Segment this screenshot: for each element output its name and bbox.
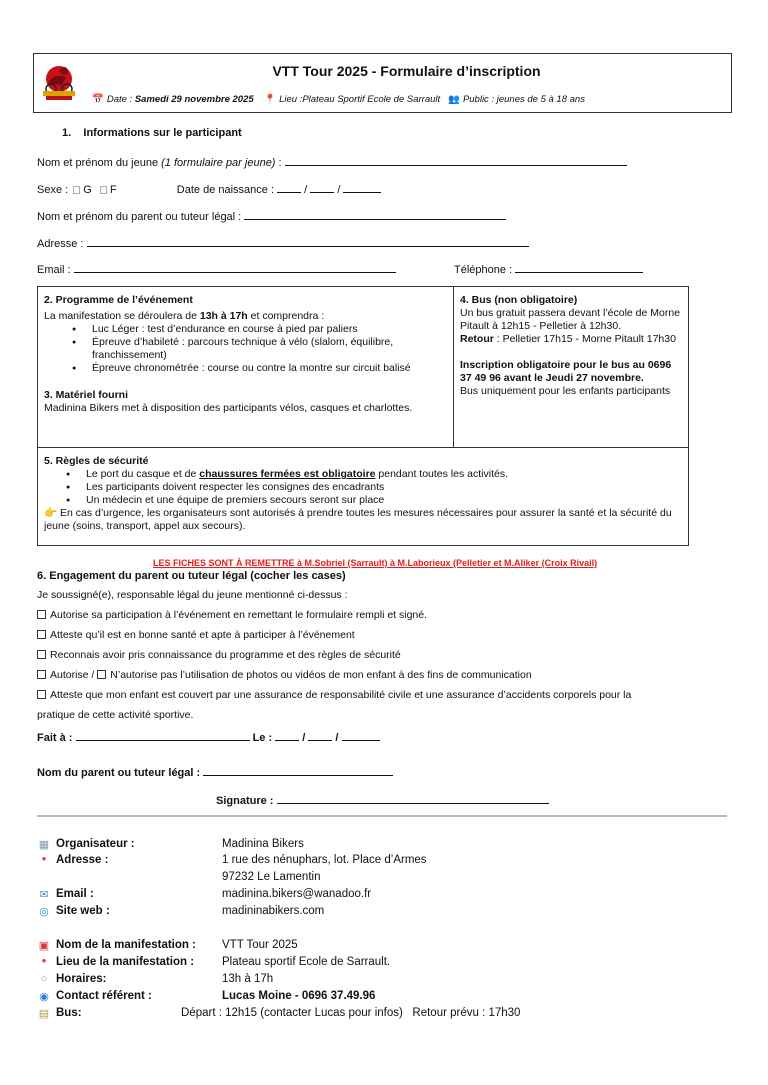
check-label: Autorise sa participation à l’événement en remettant le formulaire rempli et signé. xyxy=(50,609,428,621)
slash: / xyxy=(334,184,344,196)
pin-icon: 📍 xyxy=(264,94,277,105)
parent-name-label: Nom du parent ou tuteur légal : xyxy=(37,767,204,779)
naissance-label: Date de naissance : xyxy=(176,184,278,196)
program-box xyxy=(37,286,689,448)
section6-intro: Je soussigné(e), responsable légal du jeune mentionné ci-dessus : xyxy=(37,589,348,601)
building-icon: ▦ xyxy=(38,839,50,851)
email-link[interactable]: madinina.bikers@wanadoo.fr xyxy=(222,888,372,900)
naissance-month-field[interactable] xyxy=(310,182,334,193)
bus-inscription: Inscription obligatoire pour le bus au 0696 37 49 96 avant le Jeudi 27 novembre. xyxy=(460,359,672,384)
le-year-field[interactable] xyxy=(342,730,380,741)
program-left-column xyxy=(38,287,454,447)
contact-label: Organisateur : xyxy=(56,838,135,850)
event-label: Contact référent : xyxy=(56,990,152,1002)
program-item: ● Épreuve d’habileté : parcours technique à vélo (slalom, équilibre, franchissement) xyxy=(72,336,447,362)
calendar-icon: 📅 xyxy=(92,94,104,105)
parent-label: Nom et prénom du parent ou tuteur légal : xyxy=(37,211,245,223)
program-list xyxy=(44,323,447,375)
fait-field[interactable] xyxy=(76,730,250,741)
public-label: Public : xyxy=(462,94,497,105)
fait-label: Fait à : xyxy=(37,732,76,744)
section5-title: 5. Règles de sécurité xyxy=(44,455,149,467)
checkbox[interactable] xyxy=(37,650,46,659)
date-label: Date : xyxy=(106,94,135,105)
section1-title: 1. Informations sur le participant xyxy=(62,127,242,139)
nom-jeune-field[interactable] xyxy=(285,155,627,166)
slash: / xyxy=(332,732,342,744)
section3-text: Madinina Bikers met à disposition des participants vélos, casques et charlottes. xyxy=(44,402,413,414)
public-value: jeunes de 5 à 18 ans xyxy=(496,94,585,105)
slash: / xyxy=(299,732,309,744)
section4-title: 4. Bus (non obligatoire) xyxy=(460,294,578,306)
program-item: ● Luc Léger : test d’endurance en course à pied par paliers xyxy=(72,323,447,336)
parent-name-field[interactable] xyxy=(203,765,393,776)
pin-icon: ● xyxy=(41,854,47,863)
safety-item: ● Un médecin et une équipe de premiers secours seront sur place xyxy=(66,494,682,507)
event-label: Horaires: xyxy=(56,973,107,985)
slash: / xyxy=(301,184,311,196)
pin-icon: ● xyxy=(41,956,47,965)
check-row xyxy=(37,689,631,701)
contact-value: 97232 Le Lamentin xyxy=(222,871,321,883)
check-continuation: pratique de cette activité sportive. xyxy=(37,709,194,721)
intro-text: et comprendra : xyxy=(247,310,325,322)
sexe-g-checkbox[interactable] xyxy=(73,186,80,194)
event-value: Départ : 12h15 (contacter Lucas pour infos) Retour prévu : 17h30 xyxy=(181,1007,521,1019)
contact-label: Site web : xyxy=(56,905,110,917)
signature-label: Signature : xyxy=(216,795,277,807)
nom-jeune-row xyxy=(37,155,627,169)
section6-title: 6. Engagement du parent ou tuteur légal (cocher les cases) xyxy=(37,570,346,582)
bus-text: Un bus gratuit passera devant l’école de Morne Pitault à 12h15 - Pelletier à 12h30. xyxy=(460,307,681,332)
email-field[interactable] xyxy=(74,262,396,273)
event-label: Lieu de la manifestation : xyxy=(56,956,195,968)
urgence-text xyxy=(44,507,682,533)
document-title: VTT Tour 2025 - Formulaire d’inscription xyxy=(272,63,541,79)
checkbox[interactable] xyxy=(37,610,46,619)
nom-jeune-note: (1 formulaire par jeune) xyxy=(161,157,276,169)
adresse-row xyxy=(37,236,529,250)
email-label: Email : xyxy=(37,264,74,276)
checkbox[interactable] xyxy=(37,630,46,639)
section3-title: 3. Matériel fourni xyxy=(44,389,129,401)
event-value: Lucas Moine - 0696 37.49.96 xyxy=(222,990,376,1002)
clock-icon: ○ xyxy=(40,973,48,985)
safety-text: Le port du casque et de xyxy=(86,468,200,480)
date-value: Samedi 29 novembre 2025 xyxy=(134,94,254,105)
sexe-f-label: F xyxy=(109,184,117,196)
sexe-label: Sexe : xyxy=(37,184,72,196)
telephone-row xyxy=(454,262,643,276)
program-item: ● Épreuve chronométrée : course ou contre la montre sur circuit balisé xyxy=(72,362,447,375)
check-row xyxy=(37,669,532,681)
event-value: 13h à 17h xyxy=(222,973,274,985)
section2-intro xyxy=(44,310,447,323)
check-label: Atteste qu’il est en bonne santé et apte à participer à l’événement xyxy=(50,629,355,641)
divider xyxy=(37,815,727,817)
check-label: Autorise / xyxy=(50,669,98,681)
event-value: Plateau sportif Ecole de Sarrault. xyxy=(222,956,391,968)
bus-note: Bus uniquement pour les enfants participants xyxy=(460,385,671,397)
autorise-checkbox[interactable] xyxy=(37,670,46,679)
bus-retour xyxy=(460,333,682,346)
pointing-hand-icon: 👉 xyxy=(44,507,58,519)
parent-field[interactable] xyxy=(244,209,506,220)
section2-title: 2. Programme de l’événement xyxy=(44,294,193,306)
fait-row xyxy=(37,730,380,744)
contact-label: Email : xyxy=(56,888,94,900)
signature-field[interactable] xyxy=(277,793,549,804)
header-box xyxy=(33,53,732,113)
bus-icon: ▤ xyxy=(38,1008,50,1020)
safety-text: pendant toutes les activités. xyxy=(375,468,508,480)
calendar-icon: ▣ xyxy=(38,940,50,952)
person-icon: ◉ xyxy=(39,991,49,1003)
adresse-label: Adresse : xyxy=(37,238,87,250)
le-month-field[interactable] xyxy=(308,730,332,741)
adresse-field[interactable] xyxy=(87,236,529,247)
sexe-f-checkbox[interactable] xyxy=(100,186,107,194)
email-icon: ✉ xyxy=(39,889,49,901)
le-day-field[interactable] xyxy=(275,730,299,741)
bus-column xyxy=(454,287,688,447)
sexe-row xyxy=(37,182,381,196)
intro-hours: 13h à 17h xyxy=(199,310,248,322)
parent-row xyxy=(37,209,506,223)
nautorise-checkbox[interactable] xyxy=(97,670,106,679)
sexe-g-label: G xyxy=(83,184,92,196)
website-link[interactable]: madininabikers.com xyxy=(222,905,325,917)
contact-value: 1 rue des nénuphars, lot. Place d’Armes xyxy=(222,854,427,866)
safety-item: ● Les participants doivent respecter les consignes des encadrants xyxy=(66,481,682,494)
urgence-body: En cas d’urgence, les organisateurs sont autorisés à prendre toutes les mesures nécessaires pour assurer la santé et la sécurité du jeune (soins, transport, appel aux secours). xyxy=(44,507,672,532)
event-label: Nom de la manifestation : xyxy=(56,939,196,951)
check-row xyxy=(37,609,427,621)
submission-notice: LES FICHES SONT À REMETTRE à M.Sobriel (Sarrault) à M.Laborieux (Pelletier et M.Aliker (Croix Rivail) xyxy=(153,558,598,568)
parent-name-row xyxy=(37,765,393,779)
event-value: VTT Tour 2025 xyxy=(222,939,298,951)
email-row xyxy=(37,262,396,276)
le-label: Le : xyxy=(249,732,276,744)
event-label: Bus: xyxy=(56,1007,82,1019)
lieu-value: Plateau Sportif Ecole de Sarrault xyxy=(302,94,441,105)
safety-emphasis: chaussures fermées est obligatoire xyxy=(199,468,376,480)
safety-box xyxy=(37,448,689,546)
lieu-label: Lieu : xyxy=(279,94,303,105)
safety-list xyxy=(44,468,682,507)
check-label: N’autorise pas l’utilisation de photos ou vidéos de mon enfant à des fins de communication xyxy=(110,669,532,681)
retour-label: Retour xyxy=(460,333,494,345)
contact-value: Madinina Bikers xyxy=(222,838,304,850)
colon: : xyxy=(275,157,285,169)
telephone-label: Téléphone : xyxy=(454,264,516,276)
check-label: Reconnais avoir pris connaissance du programme et des règles de sécurité xyxy=(50,649,401,661)
naissance-year-field[interactable] xyxy=(343,182,381,193)
retour-text: : Pelletier 17h15 - Morne Pitault 17h30 xyxy=(493,333,676,345)
people-icon: 👥 xyxy=(448,94,460,105)
event-meta xyxy=(92,94,585,105)
contact-label: Adresse : xyxy=(56,854,109,866)
naissance-day-field[interactable] xyxy=(277,182,301,193)
telephone-field[interactable] xyxy=(515,262,643,273)
signature-row xyxy=(216,793,549,807)
check-row xyxy=(37,649,401,661)
nom-jeune-label: Nom et prénom du jeune xyxy=(37,157,162,169)
checkbox[interactable] xyxy=(37,690,46,699)
globe-icon: ◎ xyxy=(39,906,49,918)
check-label: Atteste que mon enfant est couvert par une assurance de responsabilité civile et une assurance d’accidents corporels pour la xyxy=(50,689,632,701)
safety-item xyxy=(66,468,682,481)
intro-text: La manifestation se déroulera de xyxy=(44,310,200,322)
check-row xyxy=(37,629,355,641)
